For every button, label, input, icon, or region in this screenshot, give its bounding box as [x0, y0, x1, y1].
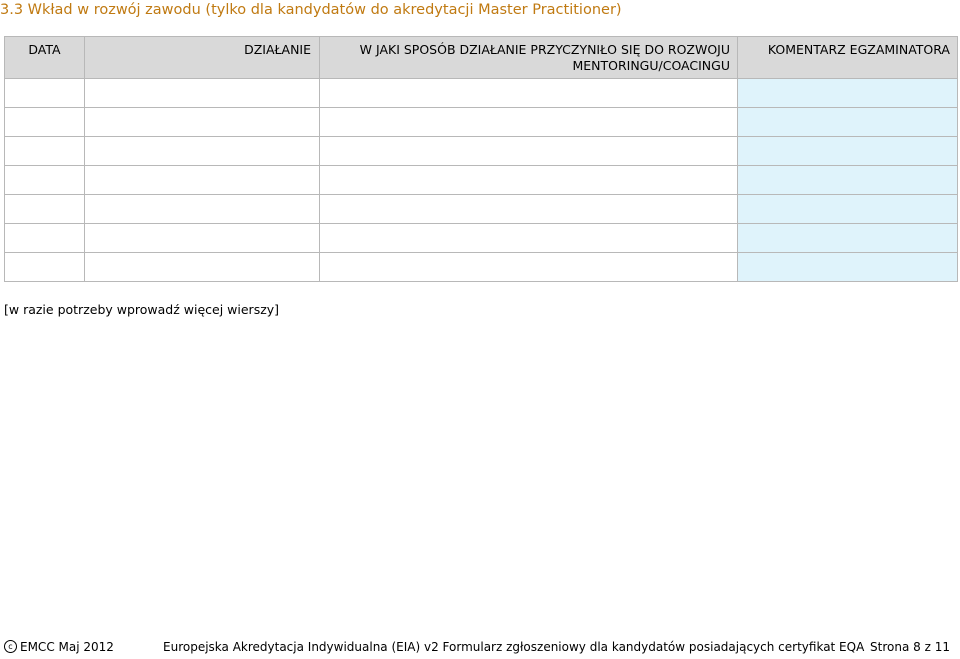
cell-comment[interactable] — [738, 166, 958, 195]
table-row — [5, 253, 958, 282]
table-row — [5, 108, 958, 137]
table-row — [5, 166, 958, 195]
cell-action[interactable] — [85, 253, 320, 282]
header-how-line1: W JAKI SPOSÓB DZIAŁANIE PRZYCZYNIŁO SIĘ DO ROZWOJU — [359, 42, 730, 57]
table-row — [5, 79, 958, 108]
footer-middle: Europejska Akredytacja Indywidualna (EIA) v2 Formularz zgłoszeniowy dla kandydatów posiadających certyfikat EQA — [163, 640, 865, 654]
cell-comment[interactable] — [738, 137, 958, 166]
cell-action[interactable] — [85, 195, 320, 224]
table-body — [5, 79, 958, 282]
cell-action[interactable] — [85, 166, 320, 195]
copyright-icon: c — [4, 640, 17, 653]
cell-action[interactable] — [85, 79, 320, 108]
cell-comment[interactable] — [738, 108, 958, 137]
cell-date[interactable] — [5, 108, 85, 137]
cell-comment[interactable] — [738, 224, 958, 253]
cell-how[interactable] — [320, 166, 738, 195]
cell-how[interactable] — [320, 108, 738, 137]
header-how — [320, 37, 738, 79]
cell-how[interactable] — [320, 79, 738, 108]
cell-date[interactable] — [5, 166, 85, 195]
header-date: DATA — [5, 37, 85, 79]
contribution-table — [4, 36, 958, 282]
header-comment: KOMENTARZ EGZAMINATORA — [738, 37, 958, 79]
cell-comment[interactable] — [738, 253, 958, 282]
section-title: 3.3 Wkład w rozwój zawodu (tylko dla kandydatów do akredytacji Master Practitioner) — [0, 2, 622, 18]
table-row — [5, 195, 958, 224]
cell-date[interactable] — [5, 195, 85, 224]
cell-date[interactable] — [5, 253, 85, 282]
cell-date[interactable] — [5, 224, 85, 253]
footer-left-text: EMCC Maj 2012 — [20, 640, 114, 654]
cell-action[interactable] — [85, 137, 320, 166]
cell-action[interactable] — [85, 108, 320, 137]
cell-date[interactable] — [5, 79, 85, 108]
cell-how[interactable] — [320, 137, 738, 166]
cell-how[interactable] — [320, 224, 738, 253]
cell-how[interactable] — [320, 195, 738, 224]
cell-action[interactable] — [85, 224, 320, 253]
table-row — [5, 224, 958, 253]
add-rows-hint: [w razie potrzeby wprowadź więcej wierszy] — [4, 302, 280, 317]
table-row — [5, 137, 958, 166]
cell-comment[interactable] — [738, 195, 958, 224]
table-header-row — [5, 37, 958, 79]
header-action: DZIAŁANIE — [85, 37, 320, 79]
header-how-line2: MENTORINGU/COACINGU — [572, 57, 730, 73]
cell-how[interactable] — [320, 253, 738, 282]
footer-page-number: Strona 8 z 11 — [870, 640, 950, 654]
cell-date[interactable] — [5, 137, 85, 166]
footer-left — [4, 640, 114, 654]
cell-comment[interactable] — [738, 79, 958, 108]
